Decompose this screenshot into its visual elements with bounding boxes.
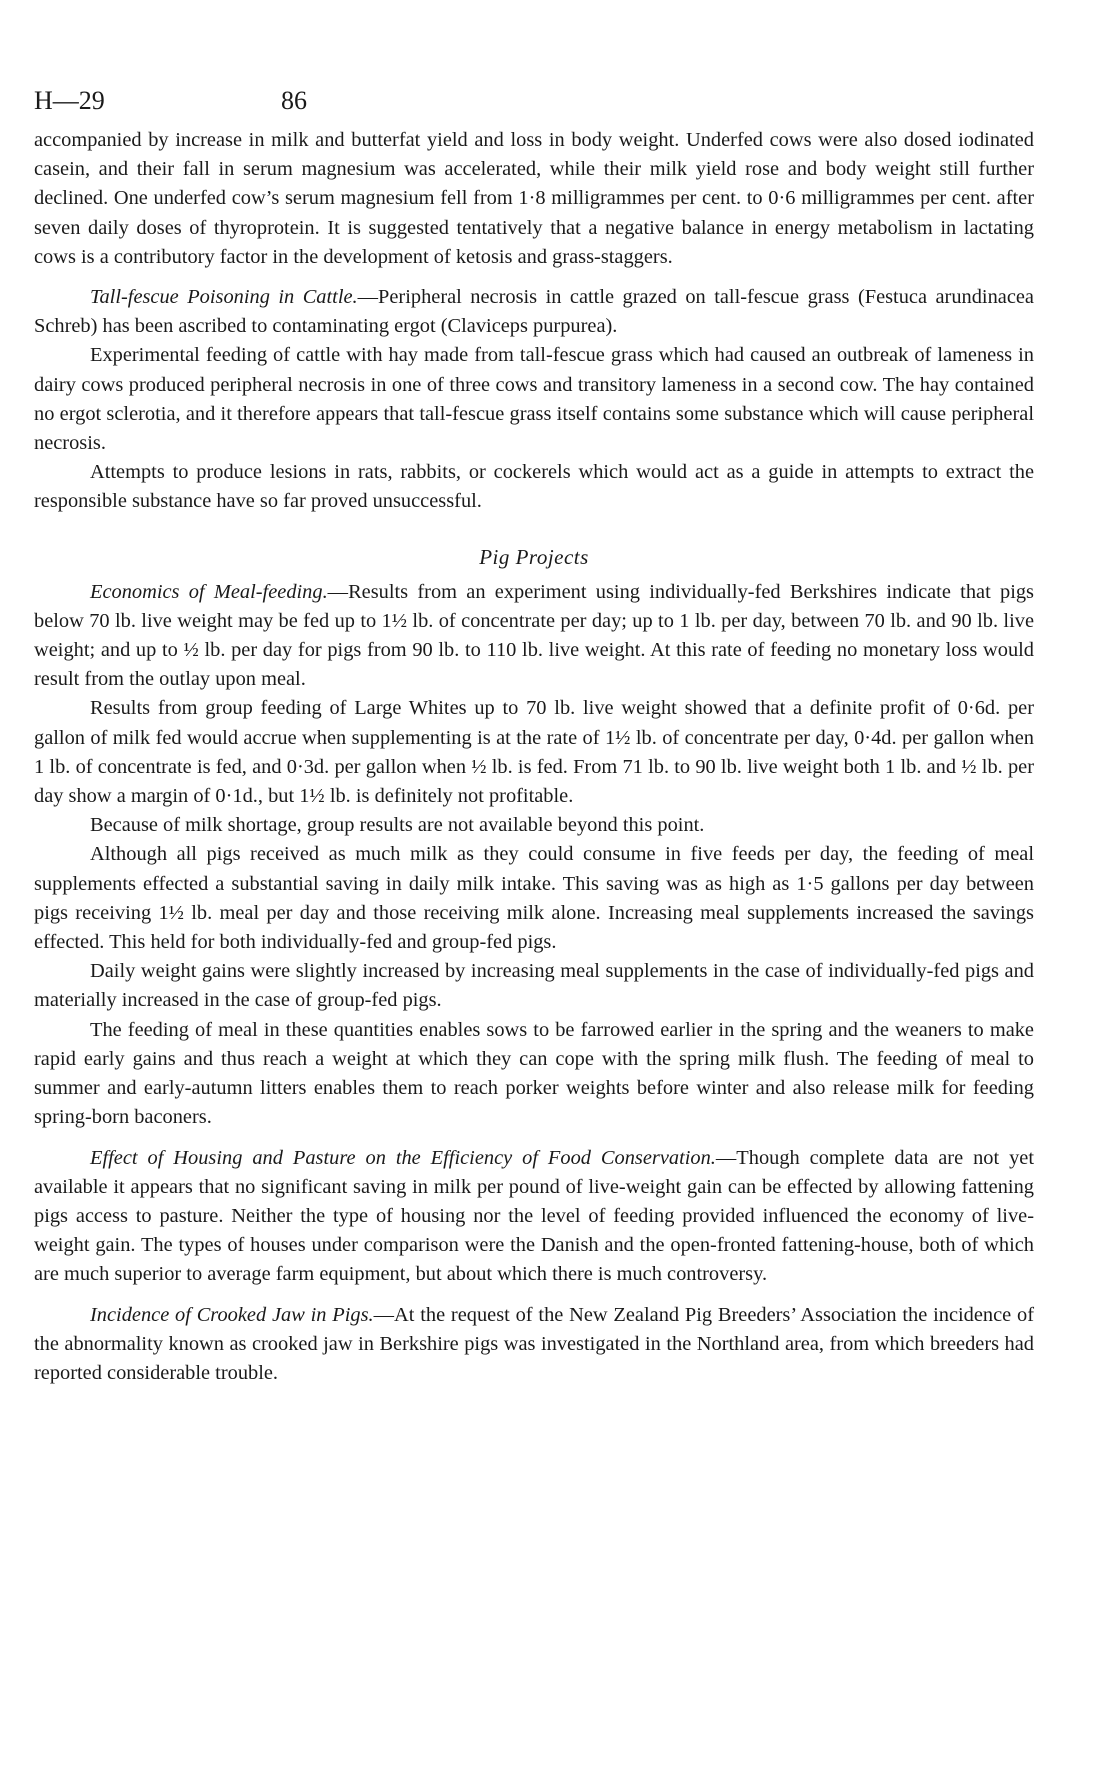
paragraph: Economics of Meal-feeding.—Results from an experiment using individually-fed Berkshires indicate that pigs below 70 lb. live weight may be fed up to 1½ lb. of concentrate per day; up to 1 lb. per day, between 70 lb. and 90 lb. live weight; and up to ½ lb. per day for pigs from 90 lb. to 110 lb. live weight. At this rate of feeding no monetary loss would result from the outlay upon meal. <box>34 580 1034 691</box>
section-title: Pig Projects <box>479 544 589 569</box>
paragraph: accompanied by increase in milk and butterfat yield and loss in body weight. Underfed cows were also dosed iodinated casein, and their fall in serum magnesium was accelerated, while their milk yield rose and body weight still further declined. One underfed cow’s serum magnesium fell from 1·8 milligrammes per cent. to 0·6 milligrammes per cent. after seven daily doses of thyroprotein. It is suggested tentatively that a negative balance in energy metabolism in lactating cows is a contributory factor in the development of ketosis and grass-staggers. <box>34 129 1034 268</box>
paragraph: Results from group feeding of Large Whites up to 70 lb. live weight showed that a definite profit of 0·6d. per gallon of milk fed would accrue when supplementing is at the rate of 1½ lb. of concentrate per day, 0·4d. per gallon when 1 lb. of concentrate is fed, and 0·3d. per gallon when ½ lb. is fed. From 71 lb. to 90 lb. live weight both 1 lb. and ½ lb. per day show a margin of 0·1d., but 1½ lb. is definitely not profitable. <box>34 697 1034 808</box>
paragraph: Although all pigs received as much milk as they could consume in five feeds per day, the feeding of meal supplements effected a substantial saving in daily milk intake. This saving was as high as 1·5 gallons per day between pigs receiving 1½ lb. meal per day and those receiving milk alone. Increasing meal supplements increased the savings effected. This held for both individually-fed and group-fed pigs. <box>34 843 1034 954</box>
body-text <box>34 126 1034 1388</box>
paragraph-heading: Effect of Housing and Pasture on the Efficiency of Food Conservation. <box>90 1146 716 1169</box>
paragraph-heading: Tall-fescue Poisoning in Cattle. <box>90 286 358 309</box>
paragraph: The feeding of meal in these quantities enables sows to be farrowed earlier in the spring and the weaners to make rapid early gains and thus reach a weight at which they can cope with the spring milk flush. The feeding of meal to summer and early-autumn litters enables them to reach porker weights before winter and also release milk for feeding spring-born baconers. <box>34 1018 1034 1129</box>
paragraph: Because of milk shortage, group results are not available beyond this point. <box>90 814 705 837</box>
page-header <box>34 86 1034 126</box>
paragraph: Experimental feeding of cattle with hay made from tall-fescue grass which had caused an outbreak of lameness in dairy cows produced peripheral necrosis in one of three cows and transitory lameness in a second cow. The hay contained no ergot sclerotia, and it therefore appears that tall-fescue grass itself contains some substance which will cause peripheral necrosis. <box>34 344 1034 455</box>
paragraph: Attempts to produce lesions in rats, rabbits, or cockerels which would act as a guide in attempts to extract the responsible substance have so far proved unsuccessful. <box>34 461 1034 513</box>
paragraph: Effect of Housing and Pasture on the Efficiency of Food Conservation.—Though complete data are not yet available it appears that no significant saving in milk per pound of live-weight gain can be effected by allowing fattening pigs access to pasture. Neither the type of housing nor the level of feeding provided influenced the economy of live-weight gain. The types of houses under comparison were the Danish and the open-fronted fattening-house, both of which are much superior to average farm equipment, but about which there is much controversy. <box>34 1146 1034 1286</box>
paragraph-heading: Economics of Meal-feeding. <box>90 580 328 603</box>
paragraph-heading: Incidence of Crooked Jaw in Pigs. <box>90 1303 374 1326</box>
page-number: 86 <box>281 86 307 115</box>
paragraph: Tall-fescue Poisoning in Cattle.—Peripheral necrosis in cattle grazed on tall-fescue grass (Festuca arundinacea Schreb) has been ascribed to contaminating ergot (Claviceps purpurea). <box>34 286 1034 338</box>
document-page <box>34 86 1034 1388</box>
document-reference: H—29 <box>34 86 105 115</box>
paragraph: Incidence of Crooked Jaw in Pigs.—At the request of the New Zealand Pig Breeders’ Association the incidence of the abnormality known as crooked jaw in Berkshire pigs was investigated in the Northland area, from which breeders had reported considerable trouble. <box>34 1303 1034 1384</box>
paragraph: Daily weight gains were slightly increased by increasing meal supplements in the case of individually-fed pigs and materially increased in the case of group-fed pigs. <box>34 960 1034 1012</box>
